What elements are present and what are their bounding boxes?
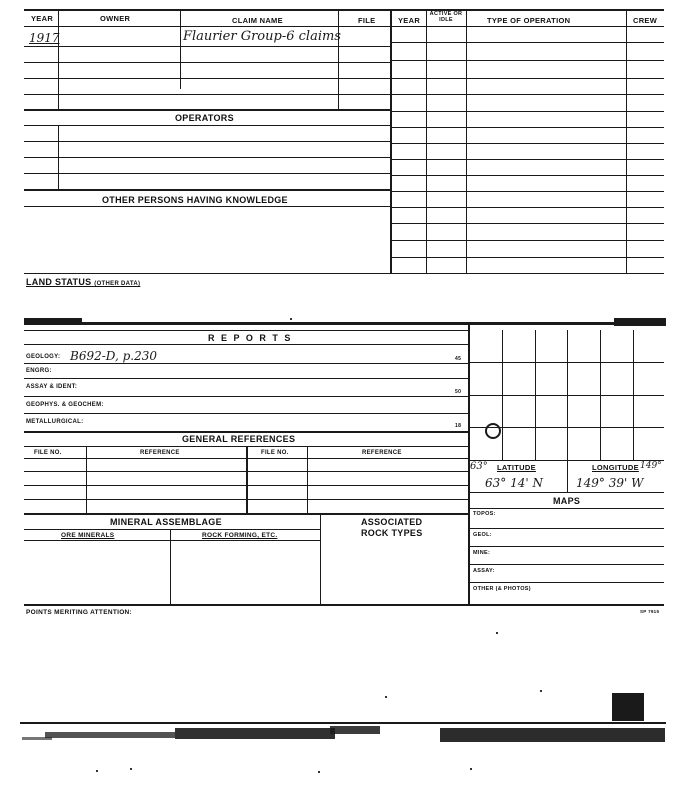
row-line bbox=[468, 582, 664, 583]
row-line bbox=[24, 46, 390, 47]
scan-smudge bbox=[330, 726, 380, 734]
year2-header: YEAR bbox=[398, 16, 421, 25]
points-meriting-label: POINTS MERITING ATTENTION: bbox=[26, 609, 133, 616]
report-geology-value: B692-D, p.230 bbox=[70, 349, 157, 363]
associated-divider bbox=[320, 513, 321, 605]
top-border bbox=[24, 9, 664, 11]
grid-bottom bbox=[468, 460, 664, 461]
grid-line bbox=[468, 395, 664, 396]
scan-speck bbox=[470, 768, 472, 770]
longitude-label: LONGITUDE bbox=[592, 463, 639, 472]
scan-speck bbox=[540, 690, 542, 692]
maps-title: MAPS bbox=[553, 496, 581, 506]
row-line bbox=[24, 540, 320, 541]
report-engrg-label: ENGRG: bbox=[26, 368, 52, 374]
maps-header-line bbox=[468, 508, 664, 509]
col-line bbox=[307, 446, 308, 514]
row-line bbox=[24, 378, 468, 379]
report-geophys-label: GEOPHYS. & GEOCHEM: bbox=[26, 402, 104, 408]
ref-header-file-1: FILE NO. bbox=[34, 450, 62, 456]
row-line bbox=[24, 62, 390, 63]
col-line bbox=[246, 446, 248, 514]
ref-header-reference-1: REFERENCE bbox=[140, 450, 180, 456]
other-persons-label: OTHER PERSONS HAVING KNOWLEDGE bbox=[102, 195, 288, 205]
associated-label-2: ROCK TYPES bbox=[361, 528, 423, 538]
col-line bbox=[170, 529, 171, 605]
row-line bbox=[24, 78, 390, 79]
long-suffix: 149° bbox=[640, 461, 662, 471]
top-form-bottom bbox=[24, 273, 664, 274]
operators-label: OPERATORS bbox=[175, 113, 234, 123]
latitude-label: LATITUDE bbox=[497, 463, 536, 472]
scan-speck bbox=[496, 632, 498, 634]
center-divider bbox=[390, 9, 392, 274]
location-circle-mark bbox=[485, 423, 501, 439]
maps-assay: ASSAY: bbox=[473, 568, 495, 574]
active-idle-header: ACTIVE OR IDLE bbox=[429, 11, 463, 23]
general-refs-top bbox=[24, 431, 468, 433]
mineral-title: MINERAL ASSEMBLAGE bbox=[110, 517, 222, 527]
row-line bbox=[24, 363, 468, 364]
entry-claim-name: Flaurier Group-6 claims bbox=[183, 29, 341, 44]
row-line bbox=[390, 143, 664, 144]
col-line bbox=[58, 125, 59, 189]
land-status-text: LAND STATUS bbox=[26, 277, 92, 287]
scan-speck bbox=[385, 696, 387, 698]
row-line bbox=[24, 206, 390, 207]
report-assay-code: 50 bbox=[455, 389, 462, 395]
latlong-divider bbox=[567, 460, 568, 492]
type-of-operation-header: TYPE OF OPERATION bbox=[487, 16, 571, 25]
row-line bbox=[390, 60, 664, 61]
row-line bbox=[468, 546, 664, 547]
row-line bbox=[24, 125, 390, 126]
bottom-form-bottom bbox=[24, 604, 664, 606]
row-line bbox=[24, 529, 320, 530]
grid-line bbox=[468, 362, 664, 363]
entry-year: 1917 bbox=[29, 31, 60, 45]
row-line bbox=[390, 207, 664, 208]
row-line bbox=[24, 471, 468, 472]
scan-speck bbox=[96, 770, 98, 772]
header-underline bbox=[24, 26, 664, 27]
scan-smudge bbox=[175, 728, 335, 739]
scan-smudge bbox=[22, 737, 52, 740]
land-status-sub: (OTHER DATA) bbox=[94, 281, 141, 287]
owner-header: OWNER bbox=[100, 14, 131, 23]
rock-forming-header: ROCK FORMING, ETC. bbox=[202, 532, 278, 539]
bottom-form-top bbox=[24, 322, 664, 325]
mineral-top bbox=[24, 513, 468, 515]
row-line bbox=[24, 94, 390, 95]
row-line bbox=[390, 191, 664, 192]
scan-line bbox=[20, 722, 666, 724]
report-metallurgical-label: METALLURGICAL: bbox=[26, 419, 84, 425]
form-code: SP 7915 bbox=[640, 609, 660, 614]
row-line bbox=[24, 396, 468, 397]
row-line bbox=[24, 173, 390, 174]
row-line bbox=[468, 564, 664, 565]
reports-header-line bbox=[24, 344, 468, 345]
maps-mine: MINE: bbox=[473, 550, 491, 556]
row-line bbox=[390, 78, 664, 79]
land-status-label bbox=[26, 277, 140, 287]
crew-header: CREW bbox=[633, 16, 658, 25]
row-line bbox=[390, 175, 664, 176]
operators-top bbox=[24, 109, 390, 111]
ore-minerals-header: ORE MINERALS bbox=[61, 532, 115, 539]
row-line bbox=[24, 141, 390, 142]
general-refs-title: GENERAL REFERENCES bbox=[182, 434, 296, 444]
reports-top bbox=[24, 330, 468, 331]
row-line bbox=[390, 240, 664, 241]
row-line bbox=[390, 94, 664, 95]
col-line bbox=[626, 9, 627, 273]
row-line bbox=[390, 257, 664, 258]
report-assay-label: ASSAY & IDENT: bbox=[26, 384, 78, 390]
report-geology-code: 45 bbox=[455, 356, 462, 362]
ref-header-reference-2: REFERENCE bbox=[362, 450, 402, 456]
row-line bbox=[390, 223, 664, 224]
maps-top bbox=[468, 492, 664, 493]
row-line bbox=[24, 485, 468, 486]
scan-speck bbox=[290, 318, 292, 320]
scan-smudge bbox=[614, 318, 666, 326]
other-persons-top bbox=[24, 189, 390, 191]
scan-speck bbox=[130, 768, 132, 770]
scan-smudge bbox=[24, 318, 82, 323]
row-line bbox=[390, 42, 664, 43]
lat-prefix: 63° bbox=[470, 461, 488, 472]
year-header: YEAR bbox=[31, 14, 54, 23]
maps-geol: GEOL: bbox=[473, 532, 492, 538]
scan-smudge bbox=[45, 732, 175, 738]
report-geology-label: GEOLOGY: bbox=[26, 354, 61, 360]
maps-topos: TOPOS: bbox=[473, 511, 496, 517]
col-line bbox=[426, 9, 427, 273]
col-line bbox=[180, 9, 181, 89]
scan-block bbox=[612, 693, 644, 721]
associated-label-1: ASSOCIATED bbox=[361, 517, 423, 527]
col-line bbox=[466, 9, 467, 273]
row-line bbox=[468, 528, 664, 529]
scan-smudge bbox=[440, 728, 665, 742]
row-line bbox=[390, 127, 664, 128]
maps-other: OTHER (& PHOTOS) bbox=[473, 586, 531, 592]
ref-header-file-2: FILE NO. bbox=[261, 450, 289, 456]
row-line bbox=[24, 157, 390, 158]
col-line bbox=[86, 446, 87, 514]
row-line bbox=[390, 159, 664, 160]
row-line bbox=[24, 413, 468, 414]
row-line bbox=[390, 111, 664, 112]
latitude-value: 63° 14' N bbox=[485, 476, 543, 490]
file-header: FILE bbox=[358, 16, 376, 25]
longitude-value: 149° 39' W bbox=[576, 476, 644, 490]
claim-name-header: CLAIM NAME bbox=[232, 16, 283, 25]
scan-speck bbox=[318, 771, 320, 773]
reports-title: R E P O R T S bbox=[208, 333, 293, 343]
report-metallurgical-code: 18 bbox=[455, 423, 462, 429]
row-line bbox=[24, 499, 468, 500]
